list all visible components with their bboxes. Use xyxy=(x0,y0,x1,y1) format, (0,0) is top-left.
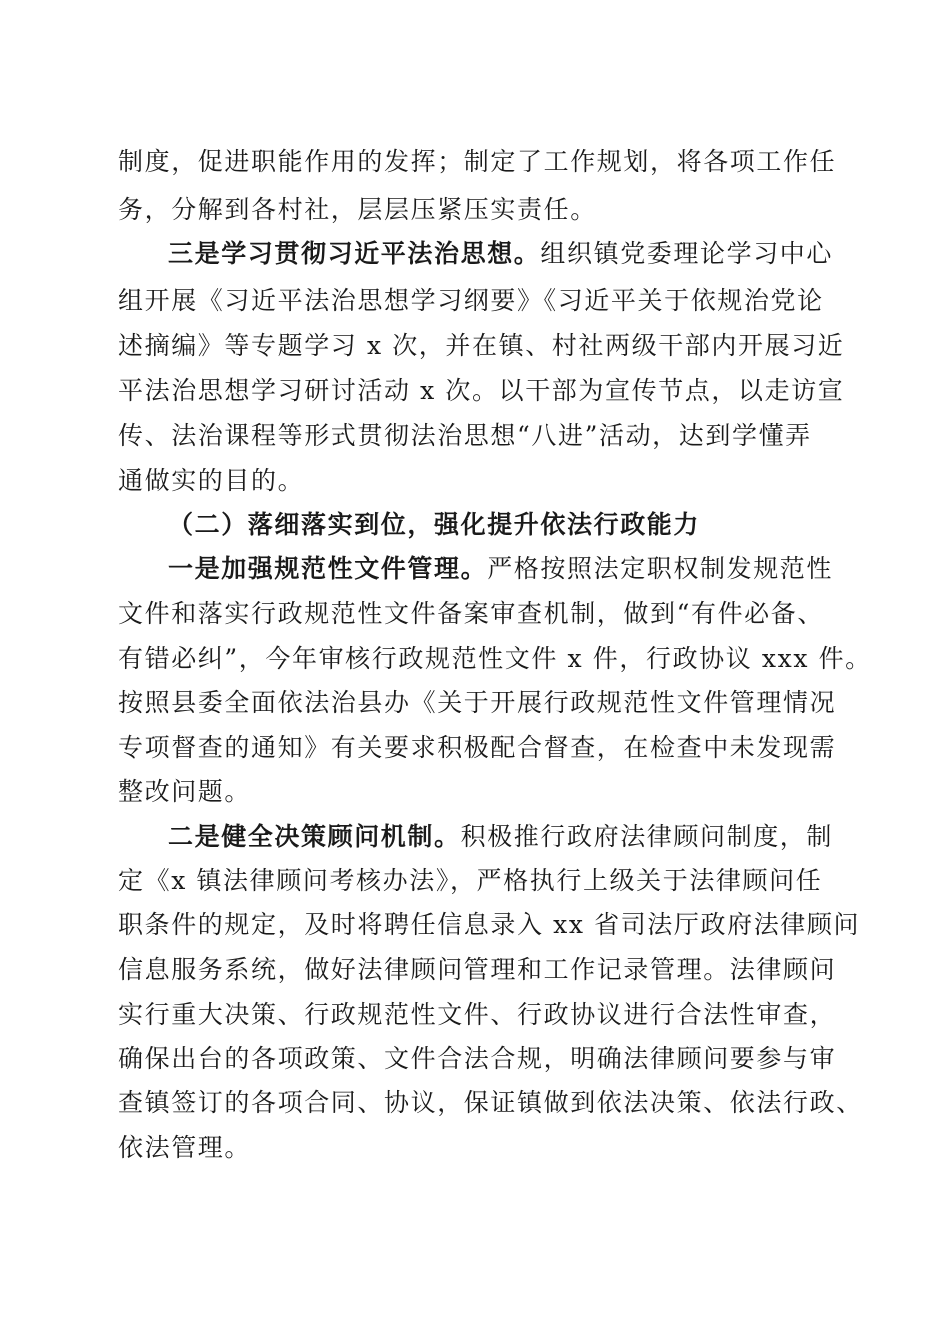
line-text: 组织镇党委理论学习中心 xyxy=(540,239,834,268)
text-line xyxy=(118,912,860,937)
line-text: 定《x 镇法律顾问考核办法》，严格执行上级关于法律顾问任 xyxy=(118,866,823,895)
text-line xyxy=(118,149,836,174)
line-text: 通做实的目的。 xyxy=(118,466,305,495)
text-line xyxy=(118,423,812,448)
line-text: 整改问题。 xyxy=(118,777,252,806)
text-line xyxy=(118,333,844,358)
line-text: 制度，促进职能作用的发挥；制定了工作规划，将各项工作任 xyxy=(118,147,837,176)
section-heading-text: （二）落细落实到位，强化提升依法行政能力 xyxy=(168,510,701,539)
paragraph-one-first-line xyxy=(168,556,833,581)
paragraph-lead: 三是学习贯彻习近平法治思想。 xyxy=(168,239,541,268)
text-line xyxy=(118,378,844,403)
line-text: 严格按照法定职权制发规范性 xyxy=(487,554,834,583)
text-line xyxy=(118,601,824,626)
section-heading xyxy=(168,512,700,537)
line-text: 按照县委全面依法治县办《关于开展行政规范性文件管理情况 xyxy=(118,688,837,717)
text-line xyxy=(118,690,836,715)
line-text: 文件和落实行政规范性文件备案审查机制，做到“有件必备、 xyxy=(118,599,824,628)
line-text: 查镇签订的各项合同、协议，保证镇做到依法决策、依法行政、 xyxy=(118,1088,863,1117)
text-line xyxy=(118,868,822,893)
line-text: 务，分解到各村社，层层压紧压实责任。 xyxy=(118,195,597,224)
line-text: 职条件的规定，及时将聘任信息录入 xx 省司法厅政府法律顾问 xyxy=(118,910,861,939)
line-text: 平法治思想学习研讨活动 x 次。以干部为宣传节点，以走访宣 xyxy=(118,376,845,405)
paragraph-two-first-line xyxy=(168,824,833,849)
text-line xyxy=(118,288,824,313)
line-text: 有错必纠”，今年审核行政规范性文件 x 件，行政协议 xxx 件。 xyxy=(118,644,872,673)
paragraph-lead: 二是健全决策顾问机制。 xyxy=(168,822,461,851)
line-text: 实行重大决策、行政规范性文件、行政协议进行合法性审查， xyxy=(118,1000,837,1029)
paragraph-three-first-line xyxy=(168,241,833,266)
line-text: 积极推行政府法律顾问制度，制 xyxy=(460,822,834,851)
text-line xyxy=(118,468,304,493)
text-line xyxy=(118,1135,251,1160)
line-text: 依法管理。 xyxy=(118,1133,252,1162)
line-text: 确保出台的各项政策、文件合法合规，明确法律顾问要参与审 xyxy=(118,1044,837,1073)
text-line xyxy=(118,197,597,222)
text-line xyxy=(118,1090,863,1115)
paragraph-lead: 一是加强规范性文件管理。 xyxy=(168,554,488,583)
line-text: 信息服务系统，做好法律顾问管理和工作记录管理。法律顾问 xyxy=(118,955,837,984)
text-line xyxy=(118,779,251,804)
text-line xyxy=(118,735,836,760)
text-line xyxy=(118,957,836,982)
text-line xyxy=(118,646,872,671)
text-line xyxy=(118,1002,836,1027)
line-text: 传、法治课程等形式贯彻法治思想“八进”活动，达到学懂弄 xyxy=(118,421,812,450)
line-text: 组开展《习近平法治思想学习纲要》《习近平关于依规治党论 xyxy=(118,286,824,315)
line-text: 述摘编》等专题学习 x 次，并在镇、村社两级干部内开展习近 xyxy=(118,331,845,360)
line-text: 专项督查的通知》有关要求积极配合督查，在检查中未发现需 xyxy=(118,733,837,762)
text-line xyxy=(118,1046,836,1071)
